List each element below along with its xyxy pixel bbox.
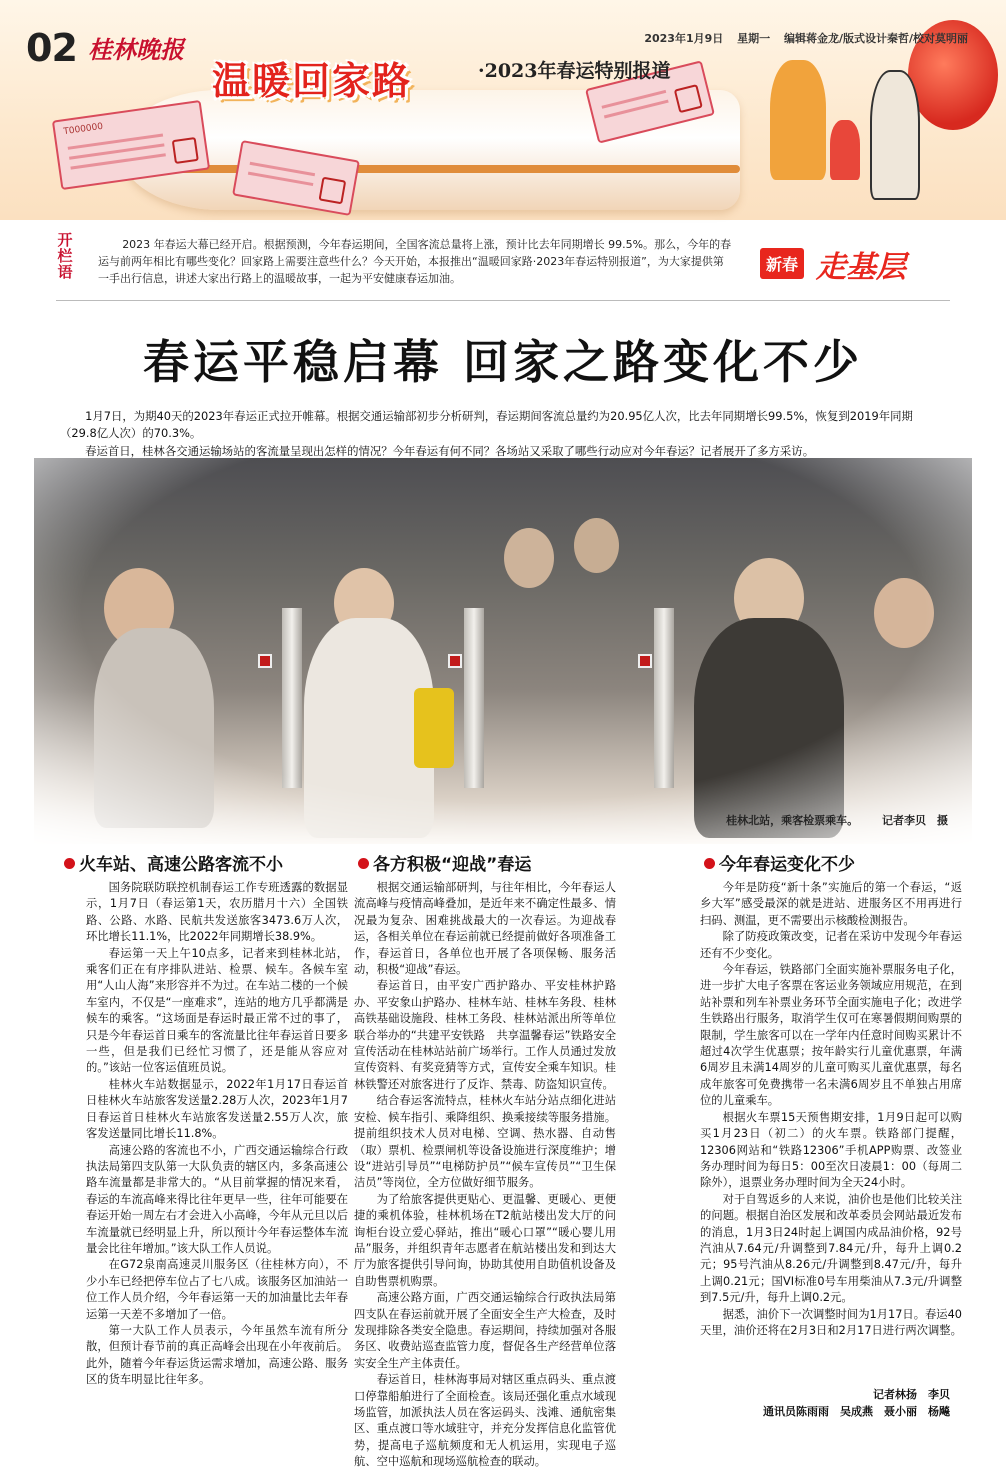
byline	[763, 1386, 950, 1420]
section-title: 今年春运变化不少	[719, 855, 855, 875]
train-stripe	[120, 165, 740, 173]
body-paragraph: 春运第一天上午10点多，记者来到桂林北站，乘客们正在有序排队进站、检票、候车。各候车室用“人山人海”来形容并不为过。在车站二楼的一个候车室内，不仅是“一座难求”，连站的地方几乎都满是候车的乘客。“这场面是春运时最正常不过的事了，只是今年春运首日乘车的客流量比往年春运首日要多一些，但是我们已经忙习惯了，还是能从容应对的。”该站一位客运值班员说。	[86, 946, 348, 1075]
ticket-gate	[282, 608, 302, 788]
body-paragraph: 除了防疫政策改变，记者在采访中发现今年春运还有不少变化。	[700, 930, 962, 960]
article-column	[86, 880, 348, 1389]
issue-date-line	[634, 30, 968, 46]
article-column	[354, 880, 616, 1471]
column-badge	[760, 246, 960, 286]
ticket-gate	[654, 608, 674, 788]
ticket-gate	[464, 608, 484, 788]
caption-text: 桂林北站，乘客检票乘车。	[726, 814, 859, 827]
traveler-figure-illustration	[870, 70, 920, 200]
article-lede	[60, 408, 948, 460]
body-paragraph: 在G72泉南高速灵川服务区（往桂林方向），不少小车已经把停车位占了七八成。该服务区加油站一位工作人员介绍，今年春运第一天的加油量比去年春运第一天差不多增加了一倍。	[86, 1258, 348, 1321]
yellow-suitcase	[414, 688, 454, 768]
passenger-face	[504, 528, 554, 588]
body-paragraph: 国务院联防联控机制春运工作专班透露的数据显示，1月7日（春运第1天，农历腊月十六）全国铁路、公路、水路、民航共发送旅客3473.6万人次，环比增长11.1%，比2022年同期增长38.9%。	[86, 881, 348, 944]
body-paragraph: 第一大队工作人员表示，今年虽然车流有所分散，但预计春节前的真正高峰会出现在小年夜前后。此外，随着今年春运货运需求增加，高速公路、服务区的货车明显比往年多。	[86, 1323, 348, 1387]
body-paragraph: 桂林火车站数据显示，2022年1月17日春运首日桂林火车站旅客发送量2.28万人次，2023年1月7日春运首日桂林火车站旅客发送量2.55万人次，旅客发送量同比增长11.8%。	[86, 1077, 348, 1141]
column-intro-text: 2023 年春运大幕已经开启。根据预测，今年春运期间，全国客流总量将上涨，预计比去年同期增长 99.5%。那么，今年的春运与前两年相比有哪些变化？回家路上需要注意些什么？今天开始，本报推出“温暖回家路·2023年春运特别报道”，为大家提供第一手出行信息，讲述大家出行路上的温暖故事，一起为平安健康春运加油。	[98, 238, 732, 285]
divider	[56, 300, 950, 301]
editor-credits: 编辑蒋金龙/版式设计秦哲/校对莫明丽	[783, 32, 968, 45]
photo-credit: 记者李贝 摄	[882, 814, 948, 827]
section-heading	[64, 850, 283, 875]
passenger-coat	[94, 628, 214, 828]
no-entry-sign	[638, 654, 652, 668]
section-heading	[704, 850, 855, 875]
section-title: 各方积极“迎战”春运	[373, 855, 532, 875]
passenger-coat	[694, 618, 844, 838]
body-paragraph: 今年是防疫“新十条”实施后的第一个春运，“返乡大军”感受最深的就是进站、进服务区不用再进行扫码、测温，更不需要出示核酸检测报告。	[700, 881, 962, 927]
lede-paragraph: 春运首日，桂林各交通运输场站的客流量呈现出怎样的情况？今年春运有何不同？各场站又采取了哪些行动应对今年春运？记者展开了多方采访。	[85, 444, 815, 458]
newspaper-logo: 桂林晚报	[88, 36, 184, 64]
body-paragraph: 根据交通运输部研判，与往年相比，今年春运人流高峰与疫情高峰叠加，是近年来不确定性最多、情况最为复杂、困难挑战最大的一次春运。为迎战春运，各相关单位在春运前就已经提前做好各项准备工作，春运首日，各单位也开展了各项保畅、服务活动，积极“迎战”春运。	[354, 881, 616, 977]
body-paragraph: 今年春运，铁路部门全面实施补票服务电子化，进一步扩大电子客票在客运业务领域应用规范，在到站补票和列车补票业务环节全面实施电子化；改进学生铁路出行服务，取消学生仅可在寒暑假期间购票的限制，学生旅客可以在一学年内任意时间购买累计不超过4次学生优惠票；按年龄实行儿童优惠票，年满6周岁且未满14周岁的儿童可购买儿童优惠票，每名成年旅客可免费携带一名未满6周岁且不单独占用席位的儿童乘车。	[700, 963, 962, 1108]
masthead-banner	[0, 0, 1006, 220]
column-intro-tag: 开栏语	[57, 231, 73, 281]
child-figure-illustration	[830, 120, 860, 180]
issue-date: 2023年1月9日	[644, 32, 724, 45]
page-headline: 春运平稳启幕 回家之路变化不少	[142, 335, 863, 389]
body-paragraph: 高速公路方面，广西交通运输综合行政执法局第四支队在春运前就开展了全面安全生产大检查，及时发现排除各类安全隐患。春运期间，持续加强对各服务区、收费站巡查监管力度，督促各生产经营单位落实安全生产主体责任。	[354, 1291, 616, 1370]
bullet-dot-icon	[64, 858, 75, 869]
bullet-dot-icon	[358, 858, 369, 869]
article-column	[700, 880, 962, 1339]
body-paragraph: 为了给旅客提供更贴心、更温馨、更暖心、更便捷的乘机体验，桂林机场在T2航站楼出发大厅的问询柜台设立爱心驿站，推出“暖心口罩”“暖心婴儿用品”服务，并组织青年志愿者在航站楼出发和到达大厅为旅客提供引导问询，协助其使用自助值机设备及自助售票机购票。	[354, 1192, 616, 1288]
body-paragraph: 春运首日，由平安广西护路办、平安桂林护路办、平安象山护路办、桂林车站、桂林车务段、桂林高铁基础设施段、桂林工务段、桂林站派出所等单位联合举办的“共建平安铁路 共享温馨春运”铁路安全宣传活动在桂林站站前广场举行。工作人员通过发放宣传资料、有奖竞猜等方式，宣传安全乘车知识。桂林铁警还对旅客进行了反诈、禁毒、防盗知识宣传。	[354, 979, 616, 1091]
station-crowd-photo	[34, 458, 972, 844]
byline-correspondents: 通讯员陈雨雨 吴成燕 聂小丽 杨飚	[763, 1405, 950, 1418]
body-paragraph: 高速公路的客流也不小，广西交通运输综合行政执法局第四支队第一大队负责的辖区内，多条高速公路车流量都是非常大的。“从目前掌握的情况来看，春运的车流高峰来得比往年更早一些，往年可能要在春运开始一周左右才会进入小高峰，今年从元旦以后车流量就已经明显上升，所以预计今年春运整体车流量会比往年增加。”该大队工作人员说。	[86, 1143, 348, 1255]
body-paragraph: 根据火车票15天预售期安排，1月9日起可以购买1月23日（初二）的火车票。铁路部门提醒，12306网站和“铁路12306”手机APP购票、改签业务办理时间为每日5：00至次日凌晨1：00（每周二除外），退票业务办理时间为全天24小时。	[700, 1110, 962, 1190]
badge-grassroots: 走基层	[816, 250, 906, 285]
no-entry-sign	[258, 654, 272, 668]
campaign-subtitle: ·2023年春运特别报道	[478, 60, 671, 82]
traveler-figure-illustration	[770, 60, 826, 180]
page-number: 02	[26, 26, 77, 70]
passenger-face	[874, 578, 934, 648]
body-paragraph: 结合春运客流特点，桂林火车站分站点细化进站安检、候车指引、乘降组织、换乘接续等服务措施。提前组织技术人员对电梯、空调、热水器、自动售（取）票机、检票闸机等设备设施进行深度维护；增设“进站引导员”“电梯防护员”“候车宣传员”“卫生保洁员”等岗位，全方位做好细节服务。	[354, 1094, 616, 1190]
byline-reporters: 记者林扬 李贝	[873, 1388, 950, 1401]
passenger-face	[574, 518, 619, 573]
body-paragraph: 春运首日，桂林海事局对辖区重点码头、重点渡口停靠船舶进行了全面检查。该局还强化重点水域现场监管，加派执法人员在客运码头、浅滩、通航密集区、重点渡口等水域驻守，并充分发挥信息化监管优势，提高电子巡航频度和无人机运用，实现电子巡航、空中巡航和现场巡航检查的联动。	[354, 1373, 616, 1469]
badge-new-spring: 新春	[760, 248, 804, 279]
lede-paragraph: 1月7日，为期40天的2023年春运正式拉开帷幕。根据交通运输部初步分析研判，春运期间客流总量约为20.95亿人次，比去年同期增长99.5%，恢复到2019年同期（29.8亿人次）的70.3%。	[60, 409, 913, 440]
body-paragraph: 据悉，油价下一次调整时间为1月17日。春运40天里，油价还将在2月3日和2月17日进行两次调整。	[700, 1307, 962, 1337]
issue-weekday: 星期一	[737, 32, 771, 45]
photo-caption	[706, 812, 948, 828]
ticket-serial: T000000	[62, 121, 104, 138]
no-entry-sign	[448, 654, 462, 668]
body-paragraph: 对于自驾返乡的人来说，油价也是他们比较关注的问题。根据自治区发展和改革委员会网站最近发布的消息，1月3日24时起上调国内成品油价格，92号汽油从7.64元/升调整到7.84元/升，每升上调0.2元；95号汽油从8.26元/升调整到8.47元/升，每升上调0.21元；国VI标准0号车用柴油从7.3元/升调整到7.5元/升，每升上调0.2元。	[700, 1192, 962, 1305]
bullet-dot-icon	[704, 858, 715, 869]
section-heading	[358, 850, 531, 875]
section-title: 火车站、高速公路客流不小	[79, 855, 283, 875]
campaign-title: 温暖回家路	[212, 59, 413, 103]
